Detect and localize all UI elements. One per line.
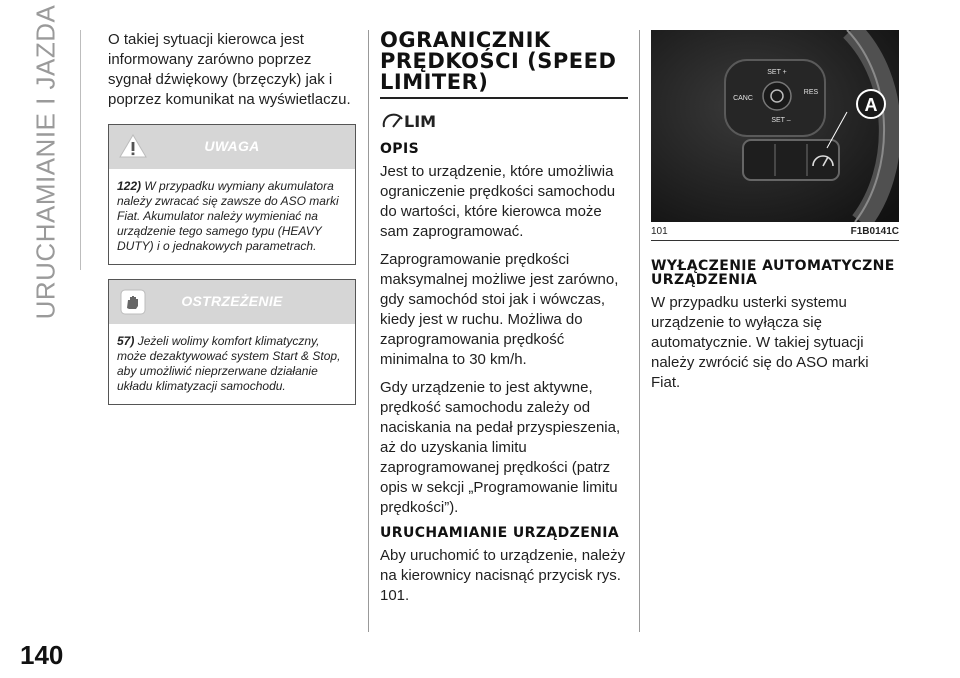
res-label: RES xyxy=(803,89,819,96)
opis-paragraph-2: Zaprogramowanie prędkości maksymalnej możliwe jest zarówno, gdy samochód stoi jak i wówczas, kiedy jest w ruchu. Możliwa do zaprogramowania prędkość minimalna to 30 km/h. xyxy=(380,251,619,368)
column-divider-2 xyxy=(639,30,640,632)
side-rule xyxy=(80,30,81,270)
set-plus-label: SET + xyxy=(767,69,787,76)
column-3 xyxy=(651,30,899,401)
canc-label: CANC xyxy=(733,95,753,102)
warning-title: UWAGA xyxy=(204,138,260,154)
caution-text: Jeżeli wolimy komfort klimatyczny, może dezaktywować system Start & Stop, aby umożliwić nieprzerwane działanie układu klimatyzacji samochodu. xyxy=(117,334,341,393)
opis-paragraph-1: Jest to urządzenie, które umożliwia ograniczenie prędkości samochodu do wartości, które kierowca może sam zaprogramować. xyxy=(380,163,616,240)
start-heading: URUCHAMIANIE URZĄDZENIA xyxy=(380,525,620,541)
opis-heading: OPIS xyxy=(380,141,420,157)
section-heading: OGRANICZNIK PRĘDKOŚCI (SPEED LIMITER) xyxy=(380,30,628,99)
warning-box xyxy=(108,124,356,265)
caution-ref: 57) xyxy=(117,334,135,348)
figure-caption xyxy=(651,222,899,241)
speed-limiter-icon xyxy=(380,107,628,136)
intro-paragraph: O takiej sytuacji kierowca jest informowany zarówno poprzez sygnał dźwiękowy (brzęczyk) jak i poprzez komunikat na wyświetlaczu. xyxy=(108,31,351,108)
marker-a: A xyxy=(864,95,878,115)
column-divider-1 xyxy=(368,30,369,632)
auto-off-paragraph: W przypadku usterki systemu urządzenie to wyłącza się automatycznie. W takiej sytuacji należy zwrócić się do ASO marki Fiat. xyxy=(651,294,869,391)
caution-header xyxy=(109,280,355,324)
column-2 xyxy=(380,30,628,614)
warning-header xyxy=(109,125,355,169)
page-number: 140 xyxy=(20,640,64,670)
figure-number: 101 xyxy=(651,226,668,237)
column-1 xyxy=(108,30,356,405)
caution-body xyxy=(109,324,355,404)
section-title-text: URUCHAMIANIE I JAZDA xyxy=(30,4,61,320)
warning-text: W przypadku wymiany akumulatora należy zwracać się zawsze do ASO marki Fiat. Akumulator należy wymieniać na urządzenie tego samego typu (HEAVY DUTY) i o jednakowych parametrach. xyxy=(117,179,339,253)
auto-off-heading: WYŁĄCZENIE AUTOMATYCZNE URZĄDZENIA xyxy=(651,258,895,288)
svg-text:LIM: LIM xyxy=(404,112,437,131)
steering-wheel-figure xyxy=(651,30,899,222)
opis-paragraph-3: Gdy urządzenie to jest aktywne, prędkość samochodu zależy od naciskania na pedał przyspieszenia, aż do uzyskania limitu zaprogramowanej prędkości (patrz opis w sekcji „Programowanie limitu prędkości”). xyxy=(380,379,621,516)
start-paragraph: Aby uruchomić to urządzenie, należy na kierownicy nacisnąć przycisk rys. 101. xyxy=(380,547,626,604)
warning-body xyxy=(109,169,355,264)
set-minus-label: SET – xyxy=(771,117,791,124)
caution-box xyxy=(108,279,356,405)
figure-code: F1B0141C xyxy=(850,226,899,237)
caution-title: OSTRZEŻENIE xyxy=(181,293,283,309)
warning-ref: 122) xyxy=(117,179,142,193)
section-title-vertical xyxy=(18,4,74,320)
